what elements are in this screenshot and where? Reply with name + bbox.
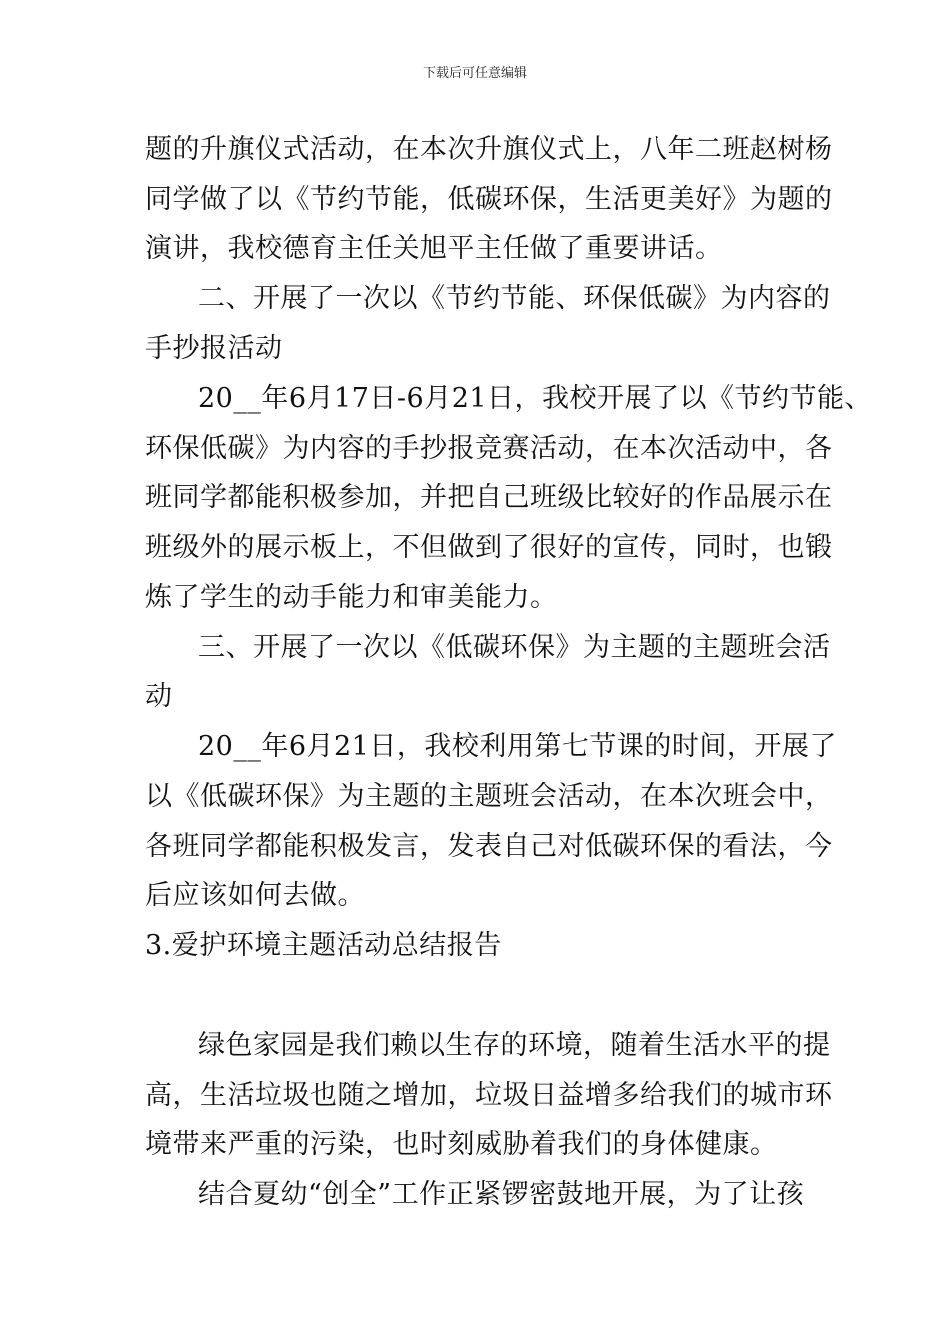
section-heading: 二、开展了一次以《节约节能、环保低碳》为内容的 xyxy=(198,283,831,314)
text-line: 境带来严重的污染，也时刻威胁着我们的身体健康。 xyxy=(145,1129,778,1160)
text-line: 班级外的展示板上，不但做到了很好的宣传，同时，也锻 xyxy=(145,532,833,563)
text-line: 各班同学都能积极发言，发表自己对低碳环保的看法，今 xyxy=(145,831,833,862)
text-line: 班同学都能积极参加，并把自己班级比较好的作品展示在 xyxy=(145,482,833,513)
text-line: 20__年6月21日，我校利用第七节课的时间，开展了 xyxy=(198,731,837,762)
text-line: 题的升旗仪式活动，在本次升旗仪式上，八年二班赵树杨 xyxy=(145,134,833,165)
text-line: 20__年6月17日-6月21日，我校开展了以《节约节能、 xyxy=(198,383,873,414)
text-line: 高，生活垃圾也随之增加，垃圾日益增多给我们的城市环 xyxy=(145,1080,833,1111)
text-line: 环保低碳》为内容的手抄报竞赛活动，在本次活动中，各 xyxy=(145,433,833,464)
text-line: 绿色家园是我们赖以生存的环境，随着生活水平的提 xyxy=(198,1030,831,1061)
text-line: 炼了学生的动手能力和审美能力。 xyxy=(145,582,558,613)
section-heading-cont: 动 xyxy=(145,681,173,712)
text-line: 以《低碳环保》为主题的主题班会活动，在本次班会中， xyxy=(145,781,833,812)
text-line: 演讲，我校德育主任关旭平主任做了重要讲话。 xyxy=(145,233,723,264)
report-title: 3.爱护环境主题活动总结报告 xyxy=(145,930,502,961)
text-line: 同学做了以《节约节能，低碳环保，生活更美好》为题的 xyxy=(145,184,833,215)
section-heading-cont: 手抄报活动 xyxy=(145,333,283,364)
header-note: 下载后可任意编辑 xyxy=(422,66,527,81)
section-heading: 三、开展了一次以《低碳环保》为主题的主题班会活 xyxy=(198,632,831,663)
text-line: 后应该如何去做。 xyxy=(145,880,365,911)
text-line: 结合夏幼“创全”工作正紧锣密鼓地开展，为了让孩 xyxy=(198,1179,805,1210)
